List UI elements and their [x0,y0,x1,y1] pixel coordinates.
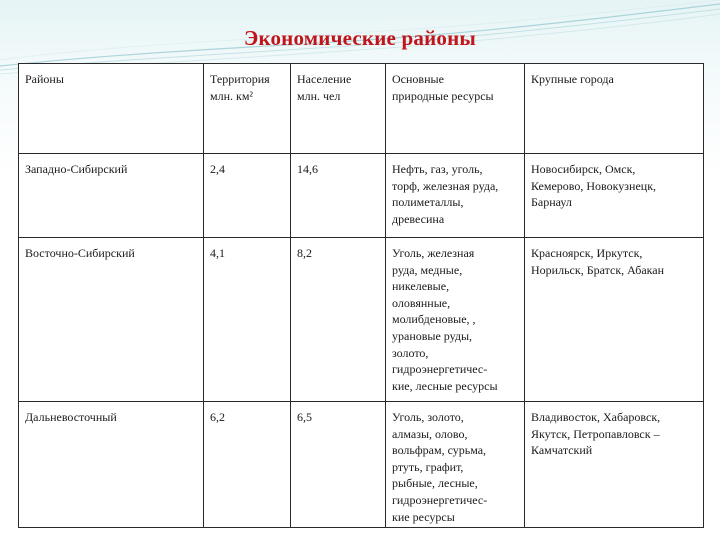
resources-cell: Уголь, железная руда, медные, никелевые, оловянные, молибденовые, , урановые руды, золото, гидроэнергетичес- кие, лесные ресурсы [386,238,525,402]
population-cell: 8,2 [291,238,386,402]
table-row [19,238,704,402]
territory-cell: 2,4 [204,154,291,238]
region-name-cell: Западно-Сибирский [19,154,204,238]
territory-cell: 6,2 [204,402,291,528]
cities-cell: Красноярск, Иркутск, Норильск, Братск, Абакан [525,238,704,402]
slide-title: Экономические районы [244,26,476,50]
resources-cell: Нефть, газ, уголь, торф, железная руда, полиметаллы, древесина [386,154,525,238]
header-cell-resources: Основные природные ресурсы [386,64,525,154]
population-cell: 14,6 [291,154,386,238]
table-row [19,154,704,238]
resources-cell: Уголь, золото, алмазы, олово, вольфрам, сурьма, ртуть, графит, рыбные, лесные, гидроэнергетичес- кие ресурсы [386,402,525,528]
economic-regions-table [18,63,704,528]
region-name-cell: Дальневосточный [19,402,204,528]
territory-cell: 4,1 [204,238,291,402]
cities-cell: Владивосток, Хабаровск, Якутск, Петропавловск – Камчатский [525,402,704,528]
population-cell: 6,5 [291,402,386,528]
header-cell-cities: Крупные города [525,64,704,154]
cities-cell: Новосибирск, Омск, Кемерово, Новокузнецк, Барнаул [525,154,704,238]
region-name-cell: Восточно-Сибирский [19,238,204,402]
table-row [19,402,704,528]
table-header-row [19,64,704,154]
header-cell-territory: Территория млн. км² [204,64,291,154]
header-cell-regions: Районы [19,64,204,154]
header-cell-population: Население млн. чел [291,64,386,154]
